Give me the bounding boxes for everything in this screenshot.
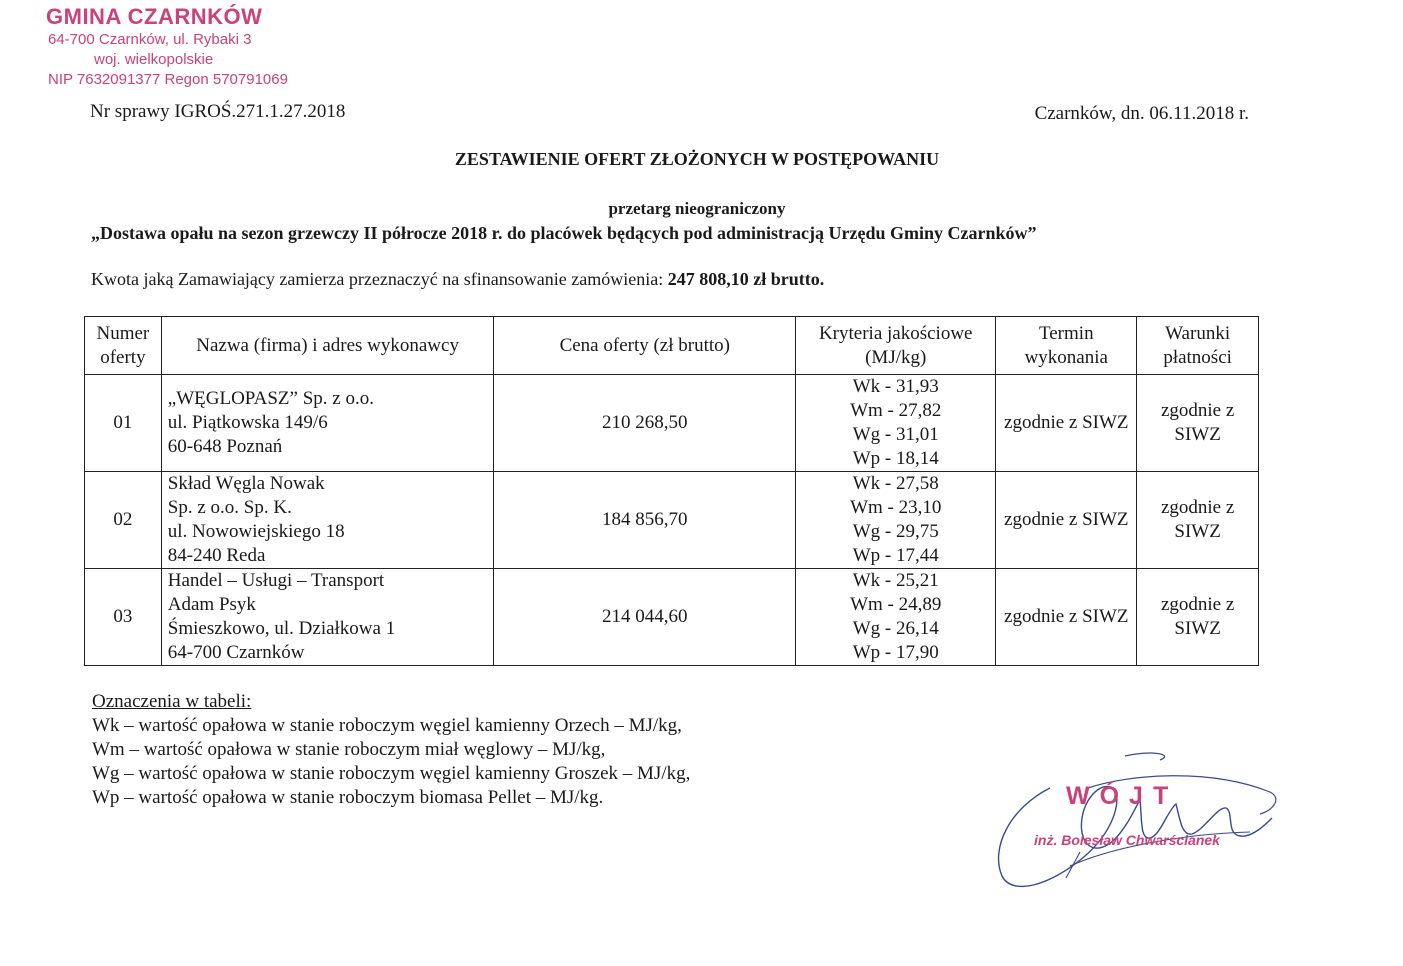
header-number: Numer oferty	[85, 317, 162, 375]
offer-payment: zgodnie z SIWZ	[1137, 375, 1259, 472]
offer-term: zgodnie z SIWZ	[996, 375, 1137, 472]
legend-title: Oznaczenia w tabeli:	[92, 691, 252, 712]
offer-price: 184 856,70	[494, 472, 796, 569]
contractor-line: 64-700 Czarnków	[167, 642, 305, 663]
contractor-line: 60-648 Poznań	[167, 436, 283, 457]
header-term: Termin wykonania	[996, 317, 1137, 375]
contractor-line: ul. Piątkowska 149/6	[167, 412, 328, 433]
signature-title: WÓJT	[1066, 782, 1179, 810]
offer-number: 03	[85, 569, 162, 666]
criteria-line: Wp - 17,44	[852, 545, 939, 566]
header-criteria: Kryteria jakościowe (MJ/kg)	[796, 317, 996, 375]
offer-contractor	[161, 472, 494, 569]
criteria-line: Wm - 23,10	[850, 497, 942, 518]
offer-price: 210 268,50	[494, 375, 796, 472]
budget-statement	[91, 269, 824, 290]
tender-subject: „Dostawa opału na sezon grzewczy II półrocze 2018 r. do placówek będących pod administracją Urzędu Gminy Czarnków”	[91, 223, 1037, 243]
criteria-line: Wk - 31,93	[852, 376, 939, 397]
table-legend	[92, 690, 690, 810]
contractor-line: Sp. z o.o. Sp. K.	[167, 497, 292, 518]
signature-name: inż. Bolesław Chwarścianek	[1034, 832, 1220, 848]
place-date: Czarnków, dn. 06.11.2018 r.	[1034, 103, 1249, 124]
stamp-ids: NIP 7632091377 Regon 570791069	[48, 71, 288, 88]
table-row	[85, 569, 1259, 666]
offer-criteria	[796, 472, 996, 569]
criteria-line: Wm - 24,89	[850, 594, 942, 615]
procedure-type: przetarg nieograniczony	[608, 199, 786, 218]
criteria-line: Wk - 27,58	[852, 473, 939, 494]
office-stamp	[46, 4, 288, 90]
table-header-row	[85, 317, 1259, 375]
document-title: ZESTAWIENIE OFERT ZŁOŻONYCH W POSTĘPOWANIU	[454, 149, 940, 169]
stamp-region: woj. wielkopolskie	[94, 51, 214, 68]
offer-criteria	[796, 375, 996, 472]
budget-text: Kwota jaką Zamawiający zamierza przeznaczyć na sfinansowanie zamówienia:	[91, 269, 668, 289]
header-name: Nazwa (firma) i adres wykonawcy	[161, 317, 494, 375]
stamp-address: 64-700 Czarnków, ul. Rybaki 3	[48, 31, 252, 48]
criteria-line: Wg - 31,01	[852, 424, 939, 445]
table-row	[85, 472, 1259, 569]
legend-item: Wk – wartość opałowa w stanie roboczym węgiel kamienny Orzech – MJ/kg,	[92, 715, 682, 736]
contractor-line: Śmieszkowo, ul. Działkowa 1	[167, 618, 396, 639]
table-row	[85, 375, 1259, 472]
legend-item: Wp – wartość opałowa w stanie roboczym biomasa Pellet – MJ/kg.	[92, 787, 604, 808]
legend-item: Wm – wartość opałowa w stanie roboczym miał węglowy – MJ/kg,	[92, 739, 606, 760]
criteria-line: Wp - 18,14	[852, 448, 939, 469]
offer-price: 214 044,60	[494, 569, 796, 666]
offer-payment: zgodnie z SIWZ	[1137, 472, 1259, 569]
offer-number: 02	[85, 472, 162, 569]
contractor-line: Adam Psyk	[167, 594, 256, 615]
legend-item: Wg – wartość opałowa w stanie roboczym węgiel kamienny Groszek – MJ/kg,	[92, 763, 691, 784]
budget-amount: 247 808,10 zł brutto.	[667, 269, 825, 289]
offer-criteria	[796, 569, 996, 666]
offer-contractor	[161, 375, 494, 472]
criteria-line: Wm - 27,82	[850, 400, 942, 421]
criteria-line: Wg - 29,75	[852, 521, 939, 542]
offer-term: zgodnie z SIWZ	[996, 472, 1137, 569]
stamp-office-name: GMINA CZARNKÓW	[46, 4, 263, 29]
criteria-line: Wk - 25,21	[852, 570, 939, 591]
contractor-line: 84-240 Reda	[167, 545, 266, 566]
contractor-line: Handel – Usługi – Transport	[167, 570, 385, 591]
offer-number: 01	[85, 375, 162, 472]
offer-term: zgodnie z SIWZ	[996, 569, 1137, 666]
contractor-line: ul. Nowowiejskiego 18	[167, 521, 345, 542]
mayor-signature-stamp	[990, 748, 1280, 898]
criteria-line: Wg - 26,14	[852, 618, 939, 639]
header-price: Cena oferty (zł brutto)	[494, 317, 796, 375]
offer-payment: zgodnie z SIWZ	[1137, 569, 1259, 666]
offers-table	[84, 316, 1259, 666]
contractor-line: Skład Węgla Nowak	[167, 473, 325, 494]
header-payment: Warunki płatności	[1137, 317, 1259, 375]
handwritten-signature-icon	[990, 748, 1280, 898]
offer-contractor	[161, 569, 494, 666]
case-number: Nr sprawy IGROŚ.271.1.27.2018	[90, 101, 346, 122]
criteria-line: Wp - 17,90	[852, 642, 939, 663]
contractor-line: „WĘGLOPASZ” Sp. z o.o.	[167, 388, 374, 409]
